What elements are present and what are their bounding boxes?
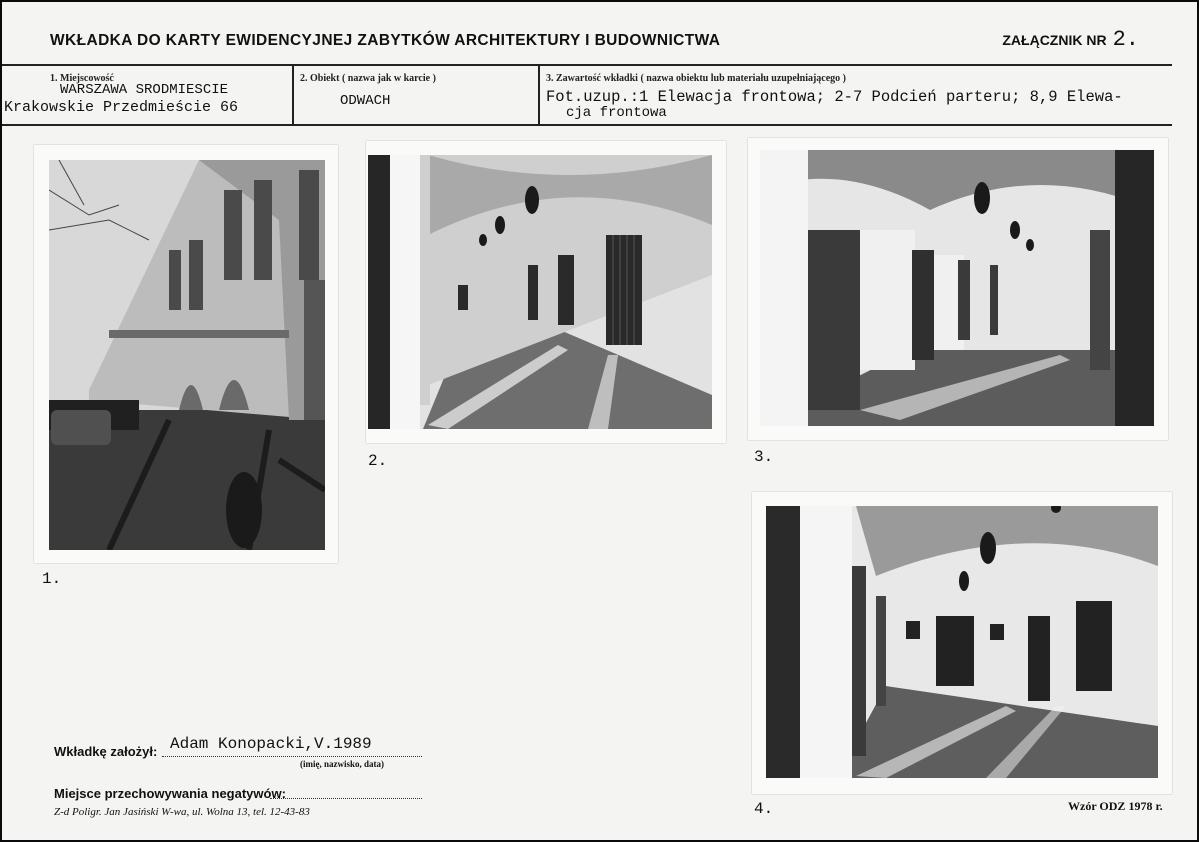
divider <box>538 66 540 124</box>
sheet-title: WKŁADKA DO KARTY EWIDENCYJNEJ ZABYTKÓW ARCHITEKTURY I BUDOWNICTWA <box>50 32 721 49</box>
location-value: WARSZAWA SRODMIESCIE <box>60 82 229 98</box>
contents-value-cont: cja frontowa <box>566 105 667 121</box>
photo-4-frame <box>752 492 1172 794</box>
attachment-label-text: ZAŁĄCZNIK NR <box>1002 32 1107 48</box>
record-sheet <box>2 2 1197 840</box>
photo-3-number: 3. <box>754 448 774 466</box>
template-code: Wzór ODZ 1978 r. <box>1068 799 1163 813</box>
photo-2-number: 2. <box>368 452 388 470</box>
photo-1-frame <box>34 145 338 563</box>
created-by-hint: (imię, nazwisko, data) <box>300 759 384 769</box>
attachment-number: 2. <box>1112 27 1139 52</box>
photo-4-number: 4. <box>754 800 774 818</box>
fields-table <box>2 64 1172 126</box>
location-label: 1. Miejscowość <box>50 73 114 84</box>
created-by-label: Wkładkę założył: <box>54 744 158 759</box>
created-by-value: Adam Konopacki,V.1989 <box>170 735 372 753</box>
contents-label: 3. Zawartość wkładki ( nazwa obiektu lub materiału uzupełniającego ) <box>546 73 847 84</box>
divider <box>292 66 294 124</box>
arcade-photo <box>766 506 1158 778</box>
street-value: Krakowskie Przedmieście 66 <box>4 99 239 116</box>
contents-value: Fot.uzup.:1 Elewacja frontowa; 2-7 Podcień parteru; 8,9 Elewa- <box>546 88 1123 106</box>
photo-2-frame <box>366 141 726 443</box>
attachment-label <box>1002 27 1139 52</box>
photo-3-frame <box>748 138 1168 440</box>
object-label: 2. Obiekt ( nazwa jak w karcie ) <box>300 73 436 84</box>
negatives-label: Miejsce przechowywania negatywów: <box>54 786 286 801</box>
photo-1-number: 1. <box>42 570 62 588</box>
printer-info: Z-d Poligr. Jan Jasiński W-wa, ul. Wolna 13, tel. 12-43-83 <box>54 806 310 818</box>
arcade-photo <box>368 155 712 429</box>
object-value: ODWACH <box>340 93 391 109</box>
arcade-photo <box>760 150 1154 426</box>
street-facade-photo <box>49 160 325 550</box>
negatives-line <box>270 798 422 799</box>
created-by-line <box>162 756 422 757</box>
